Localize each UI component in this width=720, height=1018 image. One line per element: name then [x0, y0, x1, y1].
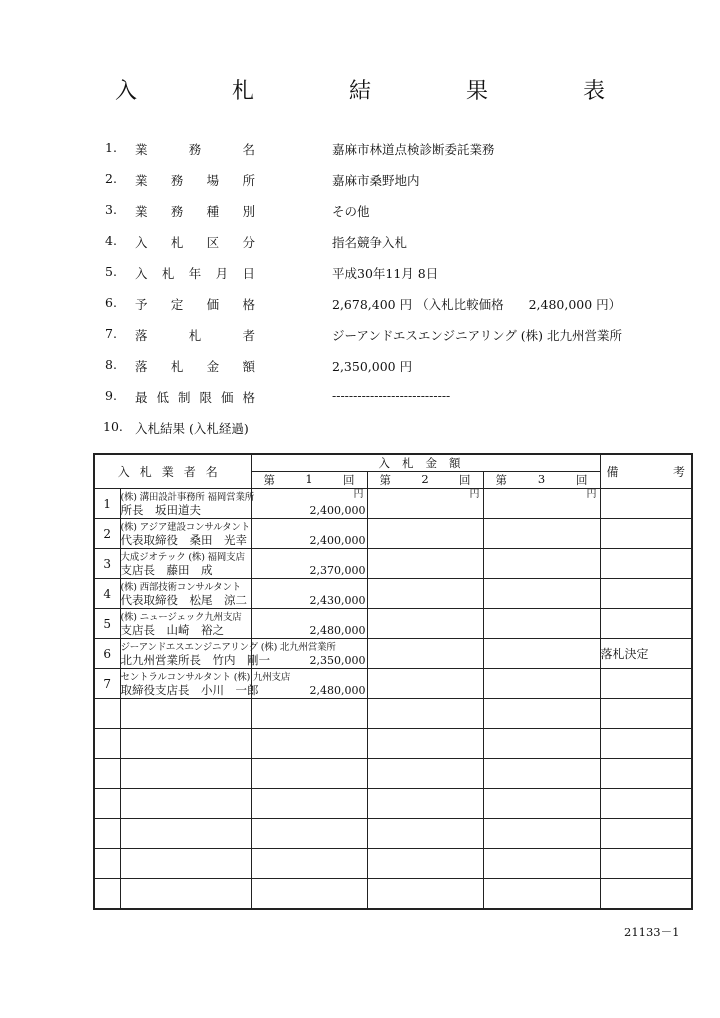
- note-cell: [600, 579, 692, 609]
- yen-unit: 円: [586, 489, 597, 500]
- info-label: 落札金額: [135, 359, 255, 374]
- info-row: [105, 198, 705, 229]
- bidder-name: [120, 549, 251, 579]
- amount-cell-round-1: [251, 519, 367, 549]
- table-row: [94, 639, 692, 669]
- round-suffix: 回: [343, 473, 355, 487]
- table-row: [94, 579, 692, 609]
- amount-cell-round-2: [367, 669, 483, 699]
- info-number: 7.: [105, 326, 117, 341]
- amount-cell-round-3: [483, 549, 600, 579]
- round-suffix: 回: [459, 473, 471, 487]
- bidder-company: (株) 溝田設計事務所 福岡営業所: [120, 491, 255, 503]
- info-number: 10.: [103, 419, 123, 434]
- info-number: 9.: [105, 388, 117, 403]
- table-row: [94, 519, 692, 549]
- amount-cell-round-3: [483, 489, 600, 519]
- empty-table-row: [94, 789, 692, 819]
- amount-value: 2,400,000: [309, 534, 366, 547]
- info-label: 業務場所: [135, 173, 255, 188]
- table-row: [94, 489, 692, 519]
- table-row: [94, 549, 692, 579]
- bid-info-list: [105, 136, 705, 446]
- document-code: 21133－1: [624, 925, 680, 939]
- amount-cell-round-1: [251, 669, 367, 699]
- round-suffix: 回: [576, 473, 588, 487]
- info-label: 落札者: [135, 328, 255, 343]
- info-value: 指名競争入札: [332, 235, 408, 250]
- empty-table-row: [94, 879, 692, 910]
- bidder-representative: 代表取締役 桑田 光幸: [120, 532, 247, 547]
- empty-table-row: [94, 849, 692, 879]
- bidder-company: (株) アジア建設コンサルタント: [120, 521, 250, 533]
- note-cell: [600, 489, 692, 519]
- amount-cell-round-2: [367, 609, 483, 639]
- info-number: 6.: [105, 295, 117, 310]
- row-number: 6: [94, 639, 120, 669]
- bidder-name: [120, 669, 291, 699]
- info-number: 8.: [105, 357, 117, 372]
- bidder-representative: 所長 坂田道夫: [120, 502, 201, 517]
- amount-value: 2,400,000: [309, 504, 366, 517]
- bidder-company: ジーアンドエスエンジニアリング (株) 北九州営業所: [120, 641, 336, 653]
- bidder-company: 大成ジオテック (株) 福岡支店: [120, 551, 245, 563]
- header-note-char: 備: [606, 465, 619, 479]
- amount-cell-round-1: [251, 549, 367, 579]
- note-cell: [600, 609, 692, 639]
- info-label: 入札年月日: [135, 266, 255, 281]
- info-row: [105, 229, 705, 260]
- row-number: 5: [94, 609, 120, 639]
- amount-cell-round-1: [251, 579, 367, 609]
- amount-cell-round-3: [483, 519, 600, 549]
- info-number: 5.: [105, 264, 117, 279]
- info-value: 2,678,400 円 （入札比較価格 2,480,000 円）: [332, 297, 622, 312]
- header-note: [600, 454, 692, 489]
- amount-value: 2,480,000: [309, 624, 366, 637]
- note-cell: 落札決定: [600, 639, 692, 669]
- empty-table-row: [94, 819, 692, 849]
- info-number: 1.: [105, 140, 117, 155]
- note-cell: [600, 669, 692, 699]
- info-number: 3.: [105, 202, 117, 217]
- round-prefix: 第: [495, 473, 508, 487]
- amount-value: 2,350,000: [309, 654, 366, 667]
- info-row: [105, 415, 705, 446]
- bidder-representative: 取締役支店長 小川 一郎: [120, 682, 259, 697]
- note-cell: [600, 519, 692, 549]
- amount-value: 2,480,000: [309, 684, 366, 697]
- info-number: 4.: [105, 233, 117, 248]
- row-number: 1: [94, 489, 120, 519]
- row-number: 3: [94, 549, 120, 579]
- yen-unit: 円: [353, 489, 364, 500]
- empty-table-row: [94, 759, 692, 789]
- info-label: 最低制限価格: [135, 390, 255, 405]
- info-value: 平成30年11月 8日: [332, 266, 439, 281]
- empty-table-row: [94, 729, 692, 759]
- amount-cell-round-2: [367, 579, 483, 609]
- bid-results-table: [93, 453, 693, 910]
- page-title: 入 札 結 果 表: [115, 79, 649, 104]
- info-label: 業務種別: [135, 204, 255, 219]
- bidder-company: (株) ニュージェック九州支店: [120, 611, 242, 623]
- header-amount: 入札金額: [251, 454, 600, 472]
- round-prefix: 第: [379, 473, 392, 487]
- amount-cell-round-1: [251, 639, 367, 669]
- info-value: 嘉麻市林道点検診断委託業務: [332, 142, 495, 157]
- bidder-representative: 代表取締役 松尾 涼二: [120, 592, 247, 607]
- table-row: [94, 609, 692, 639]
- round-number: 3: [537, 472, 546, 486]
- info-value: その他: [332, 204, 370, 219]
- bidder-company: セントラルコンサルタント (株) 九州支店: [120, 671, 291, 683]
- amount-cell-round-1: [251, 609, 367, 639]
- info-label: 入札区分: [135, 235, 255, 250]
- info-row: [105, 260, 705, 291]
- row-number: 7: [94, 669, 120, 699]
- round-number: 1: [305, 472, 313, 486]
- header-round-1: [251, 472, 367, 489]
- info-row: [105, 353, 705, 384]
- amount-cell-round-2: [367, 489, 483, 519]
- round-number: 2: [421, 472, 429, 486]
- info-label: 業務名: [135, 142, 255, 157]
- row-number: 2: [94, 519, 120, 549]
- info-label: 入札結果 (入札経過): [135, 421, 249, 436]
- table-row: [94, 669, 692, 699]
- header-note-char: 考: [673, 465, 686, 479]
- info-row: [105, 322, 705, 353]
- amount-cell-round-3: [483, 669, 600, 699]
- bidder-name: [120, 609, 251, 639]
- info-value: ----------------------------: [332, 388, 451, 403]
- info-row: [105, 384, 705, 415]
- bidder-name: [120, 639, 336, 669]
- bidder-name: [120, 519, 251, 549]
- round-prefix: 第: [263, 473, 276, 487]
- bidder-name: [120, 579, 251, 609]
- amount-cell-round-2: [367, 549, 483, 579]
- header-bidder: 入札業者名: [94, 454, 251, 489]
- bidder-name: [120, 489, 255, 519]
- info-row: [105, 291, 705, 322]
- row-number: 4: [94, 579, 120, 609]
- header-round-2: [367, 472, 483, 489]
- amount-cell-round-2: [367, 639, 483, 669]
- info-value: ジーアンドエスエンジニアリング (株) 北九州営業所: [332, 328, 623, 343]
- bidder-representative: 支店長 山崎 裕之: [120, 622, 224, 637]
- amount-cell-round-2: [367, 519, 483, 549]
- info-label: 予定価格: [135, 297, 255, 312]
- header-round-3: [483, 472, 600, 489]
- amount-cell-round-3: [483, 579, 600, 609]
- amount-value: 2,430,000: [309, 594, 366, 607]
- info-row: [105, 136, 705, 167]
- bidder-representative: 北九州営業所長 竹内 剛一: [120, 652, 270, 667]
- info-value: 嘉麻市桑野地内: [332, 173, 420, 188]
- info-number: 2.: [105, 171, 117, 186]
- amount-cell-round-3: [483, 609, 600, 639]
- empty-table-row: [94, 699, 692, 729]
- info-row: [105, 167, 705, 198]
- amount-value: 2,370,000: [309, 564, 366, 577]
- amount-cell-round-3: [483, 639, 600, 669]
- amount-cell-round-1: [251, 489, 367, 519]
- note-cell: [600, 549, 692, 579]
- info-value: 2,350,000 円: [332, 359, 413, 374]
- bidder-company: (株) 西部技術コンサルタント: [120, 581, 242, 593]
- bidder-representative: 支店長 藤田 成: [120, 562, 213, 577]
- yen-unit: 円: [469, 489, 480, 500]
